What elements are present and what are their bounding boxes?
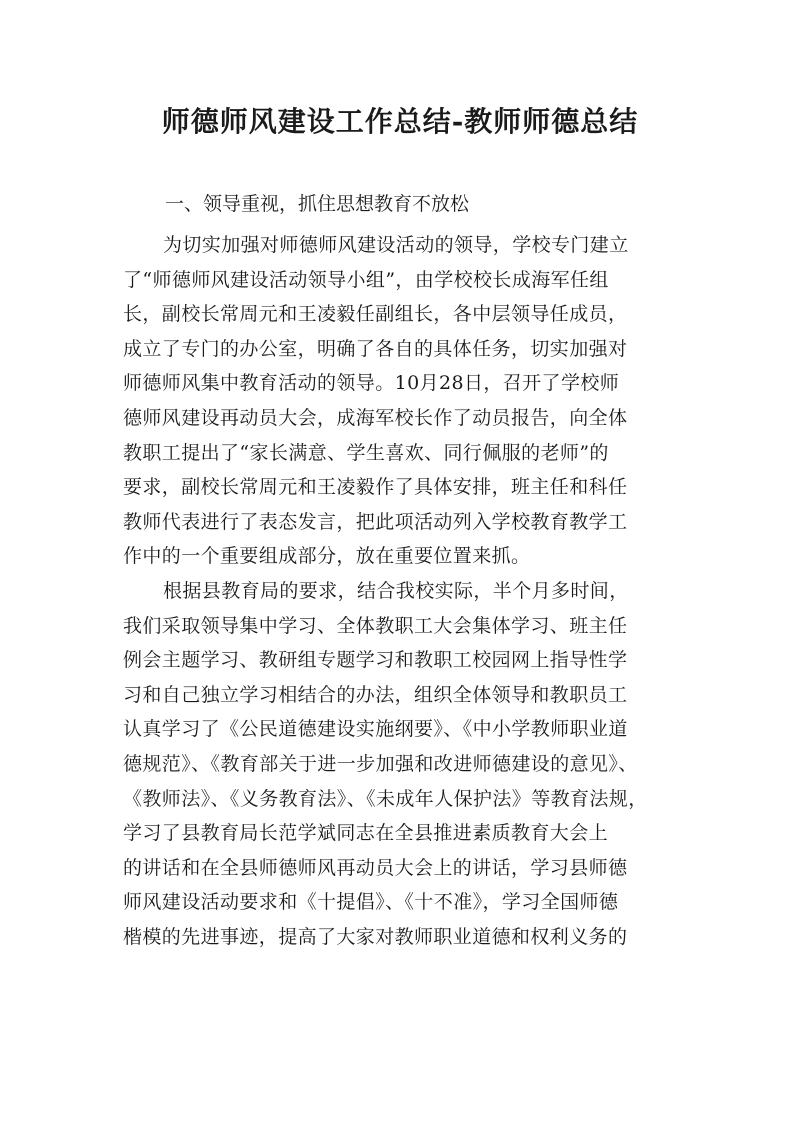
section-heading: 一、领导重视，抓住思想教育不放松: [165, 193, 470, 215]
body-text: [123, 228, 683, 954]
text-line: 成立了专门的办公室，明确了各自的具体任务，切实加强对: [123, 337, 628, 360]
text-line: 德规范》、《教育部关于进一步加强和改进师德建设的意见》、: [123, 752, 638, 775]
text-line: 学习了县教育局长范学斌同志在全县推进素质教育大会上: [123, 822, 609, 845]
text-line: 我们采取领导集中学习、全体教职工大会集体学习、班主任: [123, 614, 628, 637]
text-line: 了“师德师风建设活动领导小组”，由学校校长成海军任组: [123, 268, 609, 291]
text-line: 要求，副校长常周元和王凌毅作了具体安排，班主任和科任: [123, 476, 628, 499]
text-line: 作中的一个重要组成部分，放在重要位置来抓。: [123, 545, 531, 568]
text-line: 认真学习了《公民道德建设实施纲要》、《中小学教师职业道: [123, 718, 628, 741]
text-line: 教职工提出了“家长满意、学生喜欢、同行佩服的老师”的: [123, 441, 609, 464]
text-line: 根据县教育局的要求，结合我校实际，半个月多时间，: [163, 579, 629, 602]
text-line: 例会主题学习、教研组专题学习和教职工校园网上指导性学: [123, 649, 628, 672]
text-line: 为切实加强对师德师风建设活动的领导，学校专门建立: [163, 234, 629, 256]
text-line: 德师风建设再动员大会，成海军校长作了动员报告，向全体: [123, 406, 628, 429]
text-line: 《教师法》、《义务教育法》、《未成年人保护法》等教育法规，: [123, 787, 648, 810]
text-line: 长，副校长常周元和王凌毅任副组长，各中层领导任成员，: [123, 303, 628, 326]
text-line: 楷模的先进事迹，提高了大家对教师职业道德和权利义务的: [123, 925, 628, 948]
text-line: 师风建设活动要求和《十提倡》、《十不准》，学习全国师德: [123, 891, 619, 914]
text-line: 的讲话和在全县师德师风再动员大会上的讲话，学习县师德: [123, 856, 628, 879]
text-line: 教师代表进行了表态发言，把此项活动列入学校教育教学工: [123, 510, 628, 533]
text-line: 习和自己独立学习相结合的办法，组织全体领导和教职员工: [123, 683, 628, 706]
text-line: 师德师风集中教育活动的领导。10月28日，召开了学校师: [123, 372, 620, 395]
document-title: 师德师风建设工作总结-教师师德总结: [161, 105, 639, 138]
